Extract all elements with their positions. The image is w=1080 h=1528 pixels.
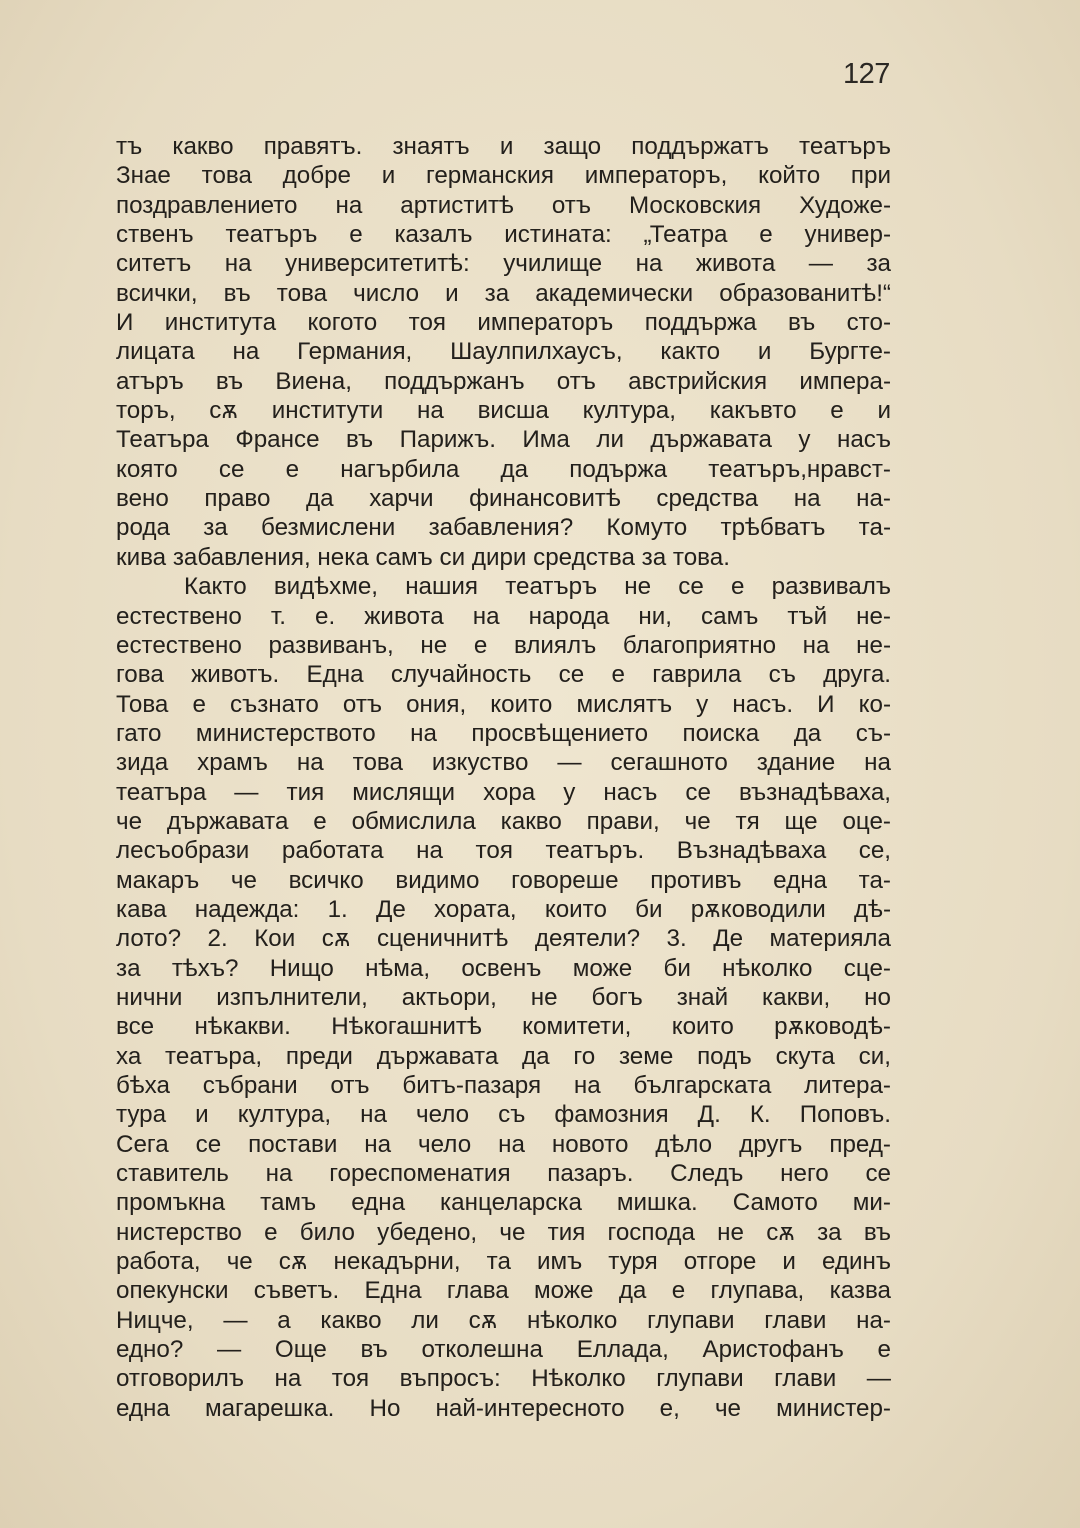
text-line: тъ какво правятъ. знаятъ и защо поддържатъ театъръ xyxy=(116,133,891,160)
text-line: ственъ театъръ е казалъ истината: „Театра е универ- xyxy=(116,221,891,249)
text-line: промъкна тамъ една канцеларска мишка. Самото ми- xyxy=(116,1189,891,1217)
text-line: лесъобрази работата на тоя театъръ. Възнадѣваха се, xyxy=(116,837,891,865)
text-line: Както видѣхме, нашия театъръ не се е развивалъ xyxy=(184,573,891,601)
text-line: нични изпълнители, актьори, не богъ знай какви, но xyxy=(116,983,891,1011)
text-line: Знае това добре и германския императоръ, който при xyxy=(116,162,891,190)
text-line: кава надежда: 1. Де хората, които би рѫководили дѣ- xyxy=(116,895,891,923)
page-number: 127 xyxy=(843,58,890,90)
text-line: торъ, сѫ институти на висша култура, какъвто е и xyxy=(116,397,891,425)
text-line: рода за безмислени забавления? Комуто трѣбватъ та- xyxy=(116,514,891,542)
text-line: лицата на Германия, Шаулпилхаусъ, както и Бургте- xyxy=(116,338,891,366)
text-line: естествено т. е. живота на народа ни, самъ тъй не- xyxy=(116,602,891,630)
text-line: нистерство е било убедено, че тия господа не сѫ за въ xyxy=(116,1218,891,1246)
text-line: естествено развиванъ, не е влиялъ благоприятно на не- xyxy=(116,631,891,659)
text-line: всички, въ това число и за академически образованитѣ!“ xyxy=(116,279,891,307)
text-line: Ницче, — а какво ли сѫ нѣколко глупави глави на- xyxy=(116,1306,891,1334)
text-line: лото? 2. Кои сѫ сценичнитѣ деятели? 3. Де материяла xyxy=(116,925,891,953)
text-line: вено право да харчи финансовитѣ средства на на- xyxy=(116,485,891,513)
body-text xyxy=(116,132,891,1423)
text-line: ситетъ на университетитѣ: училище на живота — за xyxy=(116,250,891,278)
text-line: отговорилъ на тоя въпросъ: Нѣколко глупави глави — xyxy=(116,1365,891,1393)
text-line: гова животъ. Една случайность се е гаврила съ друга. xyxy=(116,661,891,689)
text-line: опекунски съветъ. Една глава може да е глупава, казва xyxy=(116,1277,891,1305)
text-line: атъръ въ Виена, поддържанъ отъ австрийския импера- xyxy=(116,367,891,395)
text-line: за тѣхъ? Нищо нѣма, освенъ може би нѣколко сце- xyxy=(116,954,891,982)
text-line: макаръ че всичко видимо говореше противъ една та- xyxy=(116,866,891,894)
text-line: Това е съзнато отъ ония, които мислятъ у насъ. И ко- xyxy=(116,690,891,718)
text-line: бѣха събрани отъ битъ-пазаря на българската литера- xyxy=(116,1072,891,1099)
text-line: ха театъра, преди държавата да го земе подъ скута си, xyxy=(116,1042,891,1070)
text-line: която се е нагърбила да подържа театъръ,нравст- xyxy=(116,455,891,483)
text-line: зида храмъ на това изкуство — сегашното здание на xyxy=(116,749,891,777)
text-line: все нѣкакви. Нѣкогашнитѣ комитети, които рѫководѣ- xyxy=(116,1013,891,1041)
text-line: ставитель на гореспоменатия пазаръ. Следъ него се xyxy=(116,1160,891,1188)
text-line: театъра — тия мислящи хора у насъ се възнадѣваха, xyxy=(116,778,891,806)
text-line: Театъра Франсе въ Парижъ. Има ли държавата у насъ xyxy=(116,426,891,454)
text-line: че държавата е обмислила какво прави, че тя ще оце- xyxy=(116,807,891,835)
text-line: гато министерството на просвѣщението поиска да съ- xyxy=(116,719,891,747)
text-line: работа, че сѫ некадърни, та имъ туря отгоре и единъ xyxy=(116,1248,891,1276)
text-line: кива забавления, нека самъ си дири средства за това. xyxy=(116,543,730,571)
text-line: И института когото тоя императоръ поддържа въ сто- xyxy=(116,309,891,337)
text-line: една магарешка. Но най-интересното е, че министер- xyxy=(116,1394,891,1422)
text-line: поздравлението на артиститѣ отъ Московския Художе- xyxy=(116,191,891,219)
text-line: едно? — Още въ отколешна Еллада, Аристофанъ е xyxy=(116,1336,891,1364)
text-line: Сега се постави на чело на новото дѣло другъ пред- xyxy=(116,1130,891,1158)
text-line: тура и култура, на чело съ фамозния Д. К. Поповъ. xyxy=(116,1101,891,1129)
